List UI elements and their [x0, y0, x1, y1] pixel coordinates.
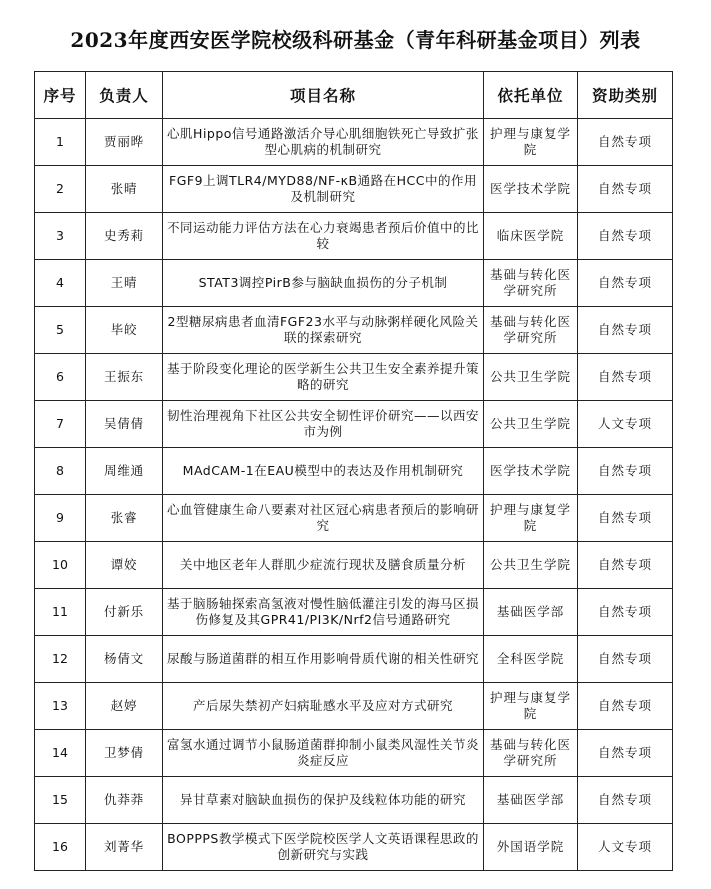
row-project-name: [163, 260, 484, 307]
row-unit: 基础与转化医学研究所: [484, 307, 578, 354]
row-number: 10: [35, 542, 86, 589]
row-number: 1: [35, 119, 86, 166]
row-number: 15: [35, 777, 86, 824]
row-project-name: [163, 636, 484, 683]
row-category: 自然专项: [578, 495, 673, 542]
header-category: 资助类别: [578, 72, 673, 119]
row-leader: 杨倩文: [86, 636, 163, 683]
row-number: 13: [35, 683, 86, 730]
table-row: [35, 401, 673, 448]
row-category: 自然专项: [578, 307, 673, 354]
row-leader: 张晴: [86, 166, 163, 213]
row-category: 人文专项: [578, 824, 673, 871]
row-category: 自然专项: [578, 166, 673, 213]
row-project-text: 尿酸与肠道菌群的相互作用影响骨质代谢的相关性研究: [167, 651, 479, 666]
row-number: 4: [35, 260, 86, 307]
table-row: [35, 636, 673, 683]
row-leader: 周维通: [86, 448, 163, 495]
table-row: [35, 213, 673, 260]
row-project-text: 2型糖尿病患者血清FGF23水平与动脉粥样硬化风险关联的探索研究: [167, 314, 479, 345]
row-unit: 外国语学院: [484, 824, 578, 871]
table-row: [35, 730, 673, 777]
table-row: [35, 354, 673, 401]
table-row: [35, 119, 673, 166]
row-number: 11: [35, 589, 86, 636]
row-unit: 护理与康复学院: [484, 119, 578, 166]
row-category: 自然专项: [578, 448, 673, 495]
row-project-name: [163, 777, 484, 824]
page-title: 2023年度西安医学院校级科研基金（青年科研基金项目）列表: [70, 28, 641, 52]
row-project-name: [163, 354, 484, 401]
row-leader: 王振东: [86, 354, 163, 401]
row-unit: 医学技术学院: [484, 166, 578, 213]
table-body: [35, 119, 673, 871]
row-leader: 贾丽晔: [86, 119, 163, 166]
row-project-text: BOPPPS教学模式下医学院校医学人文英语课程思政的创新研究与实践: [167, 831, 479, 862]
row-project-text: 韧性治理视角下社区公共安全韧性评价研究——以西安市为例: [167, 408, 479, 439]
table-row: [35, 542, 673, 589]
row-category: 自然专项: [578, 119, 673, 166]
row-category: 自然专项: [578, 683, 673, 730]
row-unit: 基础医学部: [484, 777, 578, 824]
row-category: 自然专项: [578, 260, 673, 307]
row-number: 16: [35, 824, 86, 871]
row-leader: 付新乐: [86, 589, 163, 636]
row-number: 5: [35, 307, 86, 354]
table-row: [35, 260, 673, 307]
row-unit: 临床医学院: [484, 213, 578, 260]
row-project-name: [163, 589, 484, 636]
row-leader: 张睿: [86, 495, 163, 542]
table-row: [35, 777, 673, 824]
row-unit: 基础与转化医学研究所: [484, 260, 578, 307]
row-number: 2: [35, 166, 86, 213]
row-category: 自然专项: [578, 636, 673, 683]
row-leader: 卫梦倩: [86, 730, 163, 777]
table-row: [35, 495, 673, 542]
table-row: [35, 589, 673, 636]
table-row: [35, 448, 673, 495]
header-unit: 依托单位: [484, 72, 578, 119]
table-header-row: [35, 72, 673, 119]
row-leader: 刘菁华: [86, 824, 163, 871]
header-no: 序号: [35, 72, 86, 119]
row-leader: 赵婷: [86, 683, 163, 730]
row-unit: 全科医学院: [484, 636, 578, 683]
row-leader: 王晴: [86, 260, 163, 307]
row-number: 14: [35, 730, 86, 777]
row-number: 8: [35, 448, 86, 495]
row-category: 自然专项: [578, 589, 673, 636]
row-unit: 公共卫生学院: [484, 354, 578, 401]
row-unit: 基础医学部: [484, 589, 578, 636]
row-number: 7: [35, 401, 86, 448]
row-leader: 吴倩倩: [86, 401, 163, 448]
row-number: 12: [35, 636, 86, 683]
row-project-text: 异甘草素对脑缺血损伤的保护及线粒体功能的研究: [179, 792, 466, 807]
row-project-name: [163, 824, 484, 871]
header-project: 项目名称: [163, 72, 484, 119]
row-project-name: [163, 213, 484, 260]
row-number: 9: [35, 495, 86, 542]
row-project-name: [163, 307, 484, 354]
row-category: 自然专项: [578, 777, 673, 824]
row-category: 自然专项: [578, 354, 673, 401]
table-row: [35, 307, 673, 354]
row-project-text: 产后尿失禁初产妇病耻感水平及应对方式研究: [192, 698, 453, 713]
table-row: [35, 824, 673, 871]
row-unit: 公共卫生学院: [484, 542, 578, 589]
row-project-name: [163, 401, 484, 448]
row-leader: 毕皎: [86, 307, 163, 354]
row-leader: 史秀莉: [86, 213, 163, 260]
row-category: 自然专项: [578, 542, 673, 589]
row-project-text: MAdCAM-1在EAU模型中的表达及作用机制研究: [182, 463, 464, 478]
row-leader: 谭姣: [86, 542, 163, 589]
row-project-text: 心肌Hippo信号通路激活介导心肌细胞铁死亡导致扩张型心肌病的机制研究: [167, 126, 479, 157]
table-row: [35, 683, 673, 730]
row-unit: 基础与转化医学研究所: [484, 730, 578, 777]
table-row: [35, 166, 673, 213]
row-project-text: 基于脑肠轴探索高氢液对慢性脑低灌注引发的海马区损伤修复及其GPR41/PI3K/Nrf2信号通路研究: [167, 596, 479, 627]
row-project-text: STAT3调控PirB参与脑缺血损伤的分子机制: [198, 275, 448, 290]
row-unit: 公共卫生学院: [484, 401, 578, 448]
row-project-name: [163, 119, 484, 166]
row-number: 6: [35, 354, 86, 401]
row-project-text: 关中地区老年人群肌少症流行现状及膳食质量分析: [179, 557, 466, 572]
row-unit: 护理与康复学院: [484, 495, 578, 542]
row-project-name: [163, 448, 484, 495]
row-project-name: [163, 683, 484, 730]
fund-table: [34, 71, 673, 871]
row-project-text: 基于阶段变化理论的医学新生公共卫生安全素养提升策略的研究: [167, 361, 479, 392]
row-project-name: [163, 730, 484, 777]
row-project-name: [163, 542, 484, 589]
row-unit: 护理与康复学院: [484, 683, 578, 730]
row-unit: 医学技术学院: [484, 448, 578, 495]
row-project-text: 心血管健康生命八要素对社区冠心病患者预后的影响研究: [167, 502, 479, 533]
row-leader: 仇莽莽: [86, 777, 163, 824]
row-project-text: FGF9上调TLR4/MYD88/NF-κB通路在HCC中的作用及机制研究: [169, 173, 477, 204]
row-category: 人文专项: [578, 401, 673, 448]
row-category: 自然专项: [578, 730, 673, 777]
row-project-text: 不同运动能力评估方法在心力衰竭患者预后价值中的比较: [167, 220, 479, 251]
row-category: 自然专项: [578, 213, 673, 260]
row-project-text: 富氢水通过调节小鼠肠道菌群抑制小鼠类风湿性关节炎炎症反应: [167, 737, 479, 768]
row-project-name: [163, 166, 484, 213]
header-leader: 负责人: [86, 72, 163, 119]
row-project-name: [163, 495, 484, 542]
row-number: 3: [35, 213, 86, 260]
